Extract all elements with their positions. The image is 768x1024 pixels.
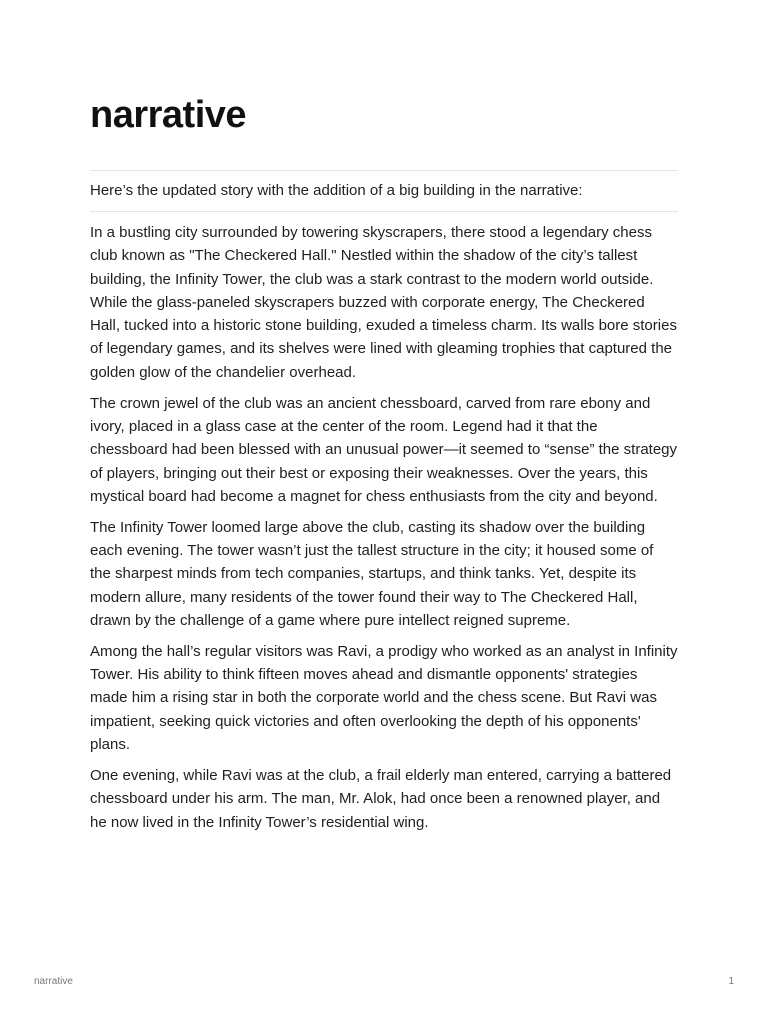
paragraph-4: Among the hall’s regular visitors was Ravi, a prodigy who worked as an analyst in Infinity Tower. His ability to think fifteen moves ahead and dismantle opponents' strategies made him a rising star in both the corporate world and the chess scene. But Ravi was impatient, seeking quick victories and often overlooking the depth of his opponents' plans.	[90, 642, 678, 754]
page-title: narrative	[90, 94, 247, 136]
paragraph-5: One evening, while Ravi was at the club, a frail elderly man entered, carrying a battered chessboard under his arm. The man, Mr. Alok, had once been a renowned player, and he now lived in the Infinity Tower’s residential wing.	[90, 766, 672, 831]
paragraph-3: The Infinity Tower loomed large above the club, casting its shadow over the building each evening. The tower wasn’t just the tallest structure in the city; it housed some of the sharpest minds from tech companies, startups, and think tanks. Yet, despite its modern allure, many residents of the tower found their way to The Checkered Hall, drawn by the challenge of a game where pure intellect reigned supreme.	[90, 518, 654, 629]
document-page	[90, 92, 678, 841]
footer-document-name: narrative	[34, 976, 73, 987]
paragraph-2: The crown jewel of the club was an ancient chessboard, carved from rare ebony and ivory, placed in a glass case at the center of the room. Legend had it that the chessboard had been blessed with an unusual power—it seemed to “sense” the strategy of players, bringing out their best or exposing their weaknesses. Over the years, this mystical board had become a magnet for chess enthusiasts from the city and beyond.	[90, 394, 678, 505]
paragraph-1: In a bustling city surrounded by towering skyscrapers, there stood a legendary chess club known as "The Checkered Hall." Nestled within the shadow of the city’s tallest building, the Infinity Tower, the club was a stark contrast to the modern world outside. While the glass-paneled skyscrapers buzzed with corporate energy, The Checkered Hall, tucked into a historic stone building, exuded a timeless charm. Its walls bore stories of legendary games, and its shelves were lined with gleaming trophies that captured the golden glow of the chandelier overhead.	[90, 224, 677, 381]
footer-page-number: 1	[728, 976, 734, 987]
intro-line: Here’s the updated story with the addition of a big building in the narrative:	[90, 170, 678, 212]
